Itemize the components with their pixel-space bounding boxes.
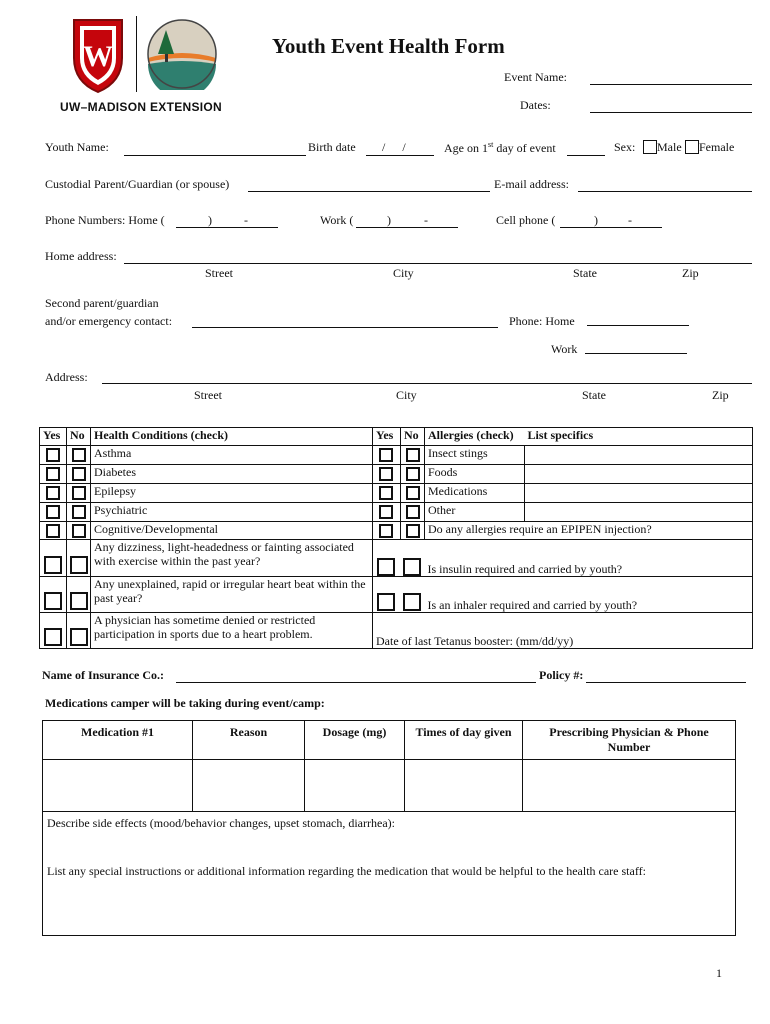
cell-dash: -: [628, 213, 632, 227]
cell-phone-field[interactable]: [560, 227, 662, 228]
dosage-cell[interactable]: [305, 760, 405, 812]
dizziness-no-checkbox[interactable]: [70, 556, 88, 574]
diabetes-yes-checkbox[interactable]: [46, 467, 60, 481]
custodial-label: Custodial Parent/Guardian (or spouse): [45, 177, 230, 191]
reason-col-header: Reason: [193, 721, 305, 760]
second-address-label: Address:: [45, 370, 88, 384]
birth-date-field[interactable]: [366, 155, 434, 156]
insurance-label: Name of Insurance Co.:: [42, 668, 164, 682]
insect-no-checkbox[interactable]: [406, 448, 420, 462]
allergies-header: Allergies (check): [425, 428, 525, 446]
zip-caption: Zip: [682, 266, 699, 280]
youth-name-field[interactable]: [124, 155, 306, 156]
org-name: UW–MADISON EXTENSION: [60, 100, 223, 114]
second-work-field[interactable]: [585, 353, 687, 354]
state-caption: State: [573, 266, 597, 280]
allergy-foods: Foods: [425, 465, 525, 484]
event-name-label: Event Name:: [504, 70, 567, 84]
uw-crest-logo: [70, 14, 126, 94]
physician-col-header: Prescribing Physician & Phone Number: [523, 721, 736, 760]
medication-col-header: Medication #1: [43, 721, 193, 760]
medications-heading: Medications camper will be taking during event/camp:: [45, 696, 325, 710]
medications-yes-checkbox[interactable]: [379, 486, 393, 500]
home-address-label: Home address:: [45, 249, 117, 263]
allergy-specifics-1[interactable]: [525, 446, 753, 465]
allergy-medications: Medications: [425, 484, 525, 503]
second-contact-field[interactable]: [192, 327, 498, 328]
medications-no-checkbox[interactable]: [406, 486, 420, 500]
cell-paren: ): [594, 213, 598, 227]
second-phone-home-label: Phone: Home: [509, 314, 575, 328]
second-contact-label-2: and/or emergency contact:: [45, 314, 173, 328]
phone-home-dash: -: [244, 213, 248, 227]
insurance-field[interactable]: [176, 682, 536, 683]
epipen-question: Do any allergies require an EPIPEN injection?: [425, 522, 753, 540]
condition-cognitive: Cognitive/Developmental: [91, 522, 373, 540]
reason-cell[interactable]: [193, 760, 305, 812]
event-name-field[interactable]: [590, 84, 752, 85]
times-col-header: Times of day given: [405, 721, 523, 760]
phone-home-label: Phone Numbers: Home (: [45, 213, 165, 227]
insulin-question: Is insulin required and carried by youth?: [425, 540, 753, 576]
dates-label: Dates:: [520, 98, 551, 112]
yes-header: Yes: [40, 428, 67, 446]
other-no-checkbox[interactable]: [406, 505, 420, 519]
allergy-other: Other: [425, 503, 525, 522]
email-label: E-mail address:: [494, 177, 569, 191]
psychiatric-no-checkbox[interactable]: [72, 505, 86, 519]
foods-no-checkbox[interactable]: [406, 467, 420, 481]
condition-psychiatric: Psychiatric: [91, 503, 373, 522]
work-phone-field[interactable]: [356, 227, 458, 228]
cognitive-no-checkbox[interactable]: [72, 524, 86, 538]
epilepsy-no-checkbox[interactable]: [72, 486, 86, 500]
other-yes-checkbox[interactable]: [379, 505, 393, 519]
diabetes-no-checkbox[interactable]: [72, 467, 86, 481]
svg-text:W: W: [83, 40, 113, 73]
logo-divider: [136, 16, 137, 92]
heartbeat-question: Any unexplained, rapid or irregular heart beat within the past year?: [91, 576, 373, 612]
heartbeat-yes-checkbox[interactable]: [44, 592, 62, 610]
tetanus-label: Date of last Tetanus booster: (mm/dd/yy): [373, 612, 753, 648]
side-effects-cell[interactable]: [43, 812, 736, 936]
allergy-specifics-3[interactable]: [525, 484, 753, 503]
second-work-label: Work: [551, 342, 578, 356]
allergy-specifics-2[interactable]: [525, 465, 753, 484]
phone-home-paren: ): [208, 213, 212, 227]
list-specifics-header: List specifics: [525, 428, 753, 446]
second-state-caption: State: [582, 388, 606, 402]
policy-label: Policy #:: [539, 668, 584, 682]
age-label: Age on 1st day of event: [444, 140, 556, 155]
dizziness-yes-checkbox[interactable]: [44, 556, 62, 574]
medication-cell[interactable]: [43, 760, 193, 812]
allergy-specifics-4[interactable]: [525, 503, 753, 522]
insulin-yes-checkbox[interactable]: [377, 558, 395, 576]
insect-yes-checkbox[interactable]: [379, 448, 393, 462]
second-street-caption: Street: [194, 388, 222, 402]
condition-epilepsy: Epilepsy: [91, 484, 373, 503]
inhaler-question: Is an inhaler required and carried by youth?: [425, 576, 753, 612]
second-address-field[interactable]: [102, 383, 752, 384]
condition-diabetes: Diabetes: [91, 465, 373, 484]
second-city-caption: City: [396, 388, 417, 402]
epipen-no-checkbox[interactable]: [406, 524, 420, 538]
birth-date-slashes: / /: [382, 140, 406, 154]
second-phone-home-field[interactable]: [587, 325, 689, 326]
cell-label: Cell phone (: [496, 213, 556, 227]
work-dash: -: [424, 213, 428, 227]
inhaler-no-checkbox[interactable]: [403, 593, 421, 611]
page-number: 1: [716, 966, 722, 980]
phone-home-field[interactable]: [176, 227, 278, 228]
special-instructions-label: List any special instructions or additional information regarding the medication that would be helpful to the health care staff:: [47, 864, 646, 878]
allergy-no-header: No: [401, 428, 425, 446]
allergy-yes-header: Yes: [373, 428, 401, 446]
physician-yes-checkbox[interactable]: [44, 628, 62, 646]
male-checkbox[interactable]: [643, 140, 657, 154]
second-zip-caption: Zip: [712, 388, 729, 402]
age-field[interactable]: [567, 155, 605, 156]
physician-cell[interactable]: [523, 760, 736, 812]
city-caption: City: [393, 266, 414, 280]
physician-question: A physician has sometime denied or restricted participation in sports due to a heart problem.: [91, 612, 373, 648]
allergy-insect: Insect stings: [425, 446, 525, 465]
foods-yes-checkbox[interactable]: [379, 467, 393, 481]
sex-label: Sex:: [614, 140, 636, 154]
birth-date-label: Birth date: [308, 140, 356, 154]
asthma-yes-checkbox[interactable]: [46, 448, 60, 462]
female-checkbox[interactable]: [685, 140, 699, 154]
policy-field[interactable]: [586, 682, 746, 683]
home-address-field[interactable]: [124, 263, 752, 264]
work-label: Work (: [320, 213, 354, 227]
female-label: Female: [699, 140, 735, 154]
extension-emblem-logo: [146, 18, 218, 90]
insulin-no-checkbox[interactable]: [403, 558, 421, 576]
cognitive-yes-checkbox[interactable]: [46, 524, 60, 538]
conditions-header: Health Conditions (check): [91, 428, 373, 446]
no-header: No: [67, 428, 91, 446]
street-caption: Street: [205, 266, 233, 280]
asthma-no-checkbox[interactable]: [72, 448, 86, 462]
custodial-field[interactable]: [248, 191, 490, 192]
dosage-col-header: Dosage (mg): [305, 721, 405, 760]
medications-table: [42, 720, 736, 936]
epilepsy-yes-checkbox[interactable]: [46, 486, 60, 500]
side-effects-label: Describe side effects (mood/behavior changes, upset stomach, diarrhea):: [47, 816, 395, 830]
health-table: [39, 427, 753, 649]
physician-no-checkbox[interactable]: [70, 628, 88, 646]
inhaler-yes-checkbox[interactable]: [377, 593, 395, 611]
psychiatric-yes-checkbox[interactable]: [46, 505, 60, 519]
youth-name-label: Youth Name:: [45, 140, 109, 154]
male-label: Male: [657, 140, 682, 154]
work-paren: ): [387, 213, 391, 227]
epipen-yes-checkbox[interactable]: [379, 524, 393, 538]
form-title: Youth Event Health Form: [272, 34, 505, 58]
email-field[interactable]: [578, 191, 752, 192]
second-contact-label-1: Second parent/guardian: [45, 296, 159, 310]
dizziness-question: Any dizziness, light-headedness or fainting associated with exercise within the past year?: [91, 540, 373, 576]
heartbeat-no-checkbox[interactable]: [70, 592, 88, 610]
times-cell[interactable]: [405, 760, 523, 812]
condition-asthma: Asthma: [91, 446, 373, 465]
dates-field[interactable]: [590, 112, 752, 113]
